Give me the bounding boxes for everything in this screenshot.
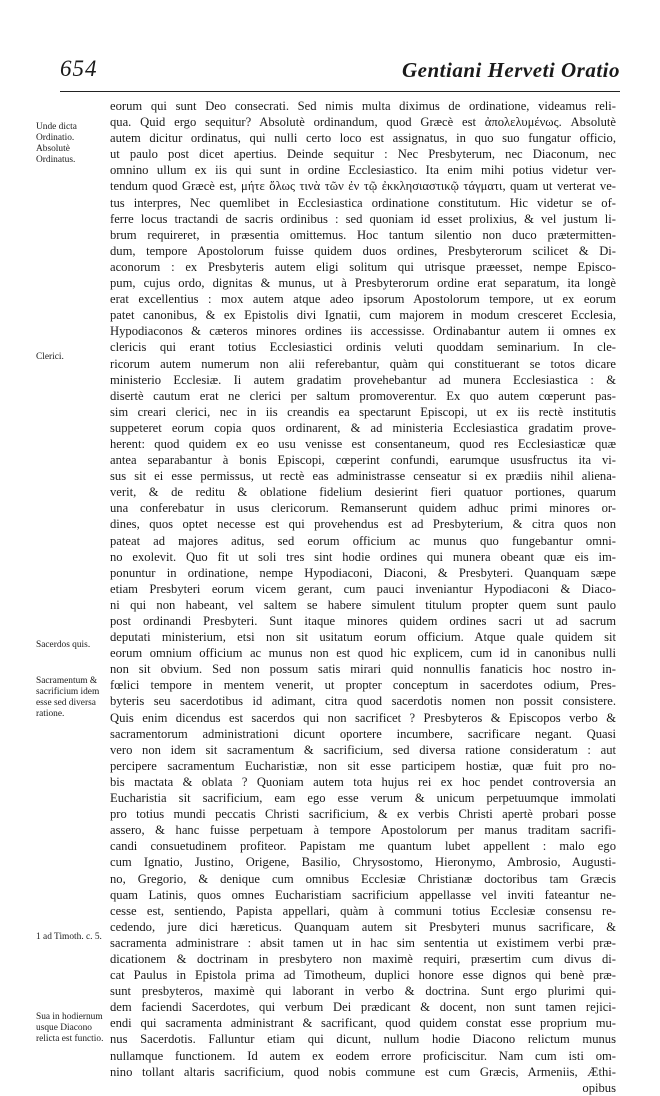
text-line: sus sit ei esse permissus, ut rectè eas administrasse censeatur si ex prædiis nihil aliena- <box>110 469 616 484</box>
running-title: Gentiani Herveti Oratio <box>402 58 620 82</box>
text-line: antea separabantur à bonis Episcopi, cœperint confundi, earumque ususfructus ita vi- <box>110 453 616 468</box>
text-line: tendum quod Græcè est, μήτε ὅλως τινὰ τῶν ἐν τῷ ἐκκλησιαστικῷ τάγματι, quam ut verterat ve- <box>110 179 616 194</box>
margin-note-diacono: Sua in hodiernum usque Diacono relicta est functio. <box>36 1012 104 1044</box>
page-header <box>60 56 620 86</box>
text-line: post ordinandi Presbyteri. Sunt itaque minores quidem ordines sacri ut ad sacrum <box>110 614 616 628</box>
text-line: nullamque functionem. Id autem ex eodem errore proficiscitur. Nam cum isti om- <box>110 1048 616 1063</box>
text-line: sunt presbyteros, maximè qui laborant in verbo & doctrina. Sunt ergo plurimi qui- <box>110 984 616 999</box>
text-line: cum Ignatio, Justino, Origene, Basilio, Chrysostomo, Hieronymo, Ambrosio, Augusti- <box>110 855 616 870</box>
margin-note-sacramentum: Sacramentum & sacrificium idem esse sed diversa ratione. <box>36 676 100 719</box>
text-line: ricorum autem numerum non alii referebantur, quàm qui constituerant se totos dicare <box>110 356 616 371</box>
text-line: ponuntur in ordinatione, nempe Hypodiaconi, Diaconi, & Presbyteri. Quanquam sæpe <box>110 565 616 580</box>
text-line: eorum qui sunt Deo consecrati. Sed nimis multa diximus de ordinatione, videamus reli- <box>110 99 616 113</box>
text-line: tus interpres, Nec quemlibet in Ecclesiastica ordinatione constitutum. Hic videtur se of- <box>110 195 616 210</box>
text-line: dum, tempore Apostolorum fuisse quidem duos ordines, Presbyterorum scilicet & Di- <box>110 243 616 258</box>
text-line: Quis enim dicendus est sacerdos qui non sacrificet ? Presbyteros & Episcopos verbo & <box>110 710 616 725</box>
text-line: cat Paulus in Epistola prima ad Timotheum, duplici honore esse dignos qui benè præ- <box>110 968 616 983</box>
text-line: Eucharistia sit sacrificium, eam ego esse verum & unicum perpetuumque immolati <box>110 791 616 806</box>
text-line: suppeteret eorum copia quos ordinarent, & ad ministeria Ecclesiastica gradatim prove- <box>110 420 616 435</box>
text-line: vero non idem sit sacramentum & sacrificium, sed diversa ratione consideratum : aut <box>110 742 616 757</box>
margin-note-ordinatio: Unde dicta Ordinatio. Absolutè Ordinatus. <box>36 122 77 165</box>
text-line: autem dicitur ordinatus, qui nulli certo loco est assignatus, in quo suo fungatur officio, <box>110 131 616 146</box>
text-line: sacramentorum administrationi dicunt oportere incumbere, sacrificare negant. Quasi <box>110 726 616 741</box>
text-line: endi qui sacramenta administrant & sacrificant, quod quidem constat esse proprium mu- <box>110 1016 616 1031</box>
margin-note-timoth: 1 ad Timoth. c. 5. <box>36 932 102 942</box>
text-line: no exolevit. Quo fit ut soli tres sint hodie ordines qui munera obeant quæ eis im- <box>110 549 616 564</box>
text-line: ut paulo post dicet apertius. Deinde sequitur : Nec Presbyterum, nec Diaconum, nec <box>110 147 616 162</box>
text-line: non sit obvium. Sed non possum satis mirari quid nonnullis fanaticis hoc nostro in- <box>110 662 616 677</box>
body-text <box>110 98 616 1096</box>
text-line: pro totius mundi peccatis Christi sacrificium, & ex verbis Christi apertè probari posse <box>110 807 616 822</box>
text-line: eorum omnium officium ac munus non est quod hic explicem, cum id in canonibus nulli <box>110 646 616 661</box>
text-line: cedendo, jure dici hæreticus. Quanquam autem sit Presbyteri munus sacrificare, & <box>110 919 616 934</box>
page-number: 654 <box>60 56 98 81</box>
text-line: byteris seu sacerdotibus id adimant, citra quod sacerdotis nomen non possit consistere. <box>110 694 616 709</box>
text-line: fœlici tempore in mentem venerit, ut propter conceptum in sacerdotes odium, Pres- <box>110 678 616 693</box>
text-line: quam Latinis, quos omnes Eucharistiam sacrificium appellasse vel inviti fateantur ne- <box>110 887 616 902</box>
text-line: patet canonibus, & ex Epistolis divi Ignatii, cum majorem in modum cresceret Ecclesia, <box>110 308 616 323</box>
text-line: assero, & hanc fuisse perpetuam à tempore Apostolorum per manus traditam sacrifi- <box>110 823 616 838</box>
text-line: deputati ministerium, etsi non sit usitatum eorum officium. Atque quale quidem sit <box>110 630 616 645</box>
text-line: disertè cautum erat ne clerici per saltum promoverentur. Ex quo autem cœperunt pas- <box>110 388 616 403</box>
text-line: opibus <box>582 1080 616 1095</box>
header-rule <box>60 91 620 92</box>
text-line: dem faciendi Sacerdotes, qui verbum Dei prædicant & docent, non sunt tamen rejici- <box>110 1000 616 1015</box>
text-line: clericis qui erant totius Ecclesiastici ordinis veluti quoddam seminarium. In cle- <box>110 340 616 355</box>
text-line: aconorum : ex Presbyteris autem eligi solitum qui utrisque præesset, nempe Episco- <box>110 259 616 274</box>
text-line: nino tollant altaris sacrificium, quod nobis commune est cum Græcis, Armeniis, Æthi- <box>110 1064 616 1079</box>
text-line: candi consuetudinem profiteor. Papistam me quantum lubet appellent : malo ego <box>110 839 616 854</box>
text-line: pum, cujus ordo, dignitas & munus, ut à Presbyterorum ordine erat separatum, ita longè <box>110 276 616 291</box>
text-line: una conferebatur in usus clericorum. Remanserunt quidem adhuc primi minores or- <box>110 501 616 516</box>
text-line: erat excellentius : mox autem atque adeo ipsorum Apostolorum tempore, ut ex eorum <box>110 292 616 307</box>
text-line: ferre locus tractandi de sacris ordinibus : sed quoniam id esset prolixius, & vel justum li- <box>110 211 616 226</box>
text-line: sacramenta administrare : absit tamen ut in hac sim sententia ut existimem verbi præ- <box>110 935 616 950</box>
margin-note-sacerdos: Sacerdos quis. <box>36 640 91 650</box>
text-line: bis mactata & oblata ? Quoniam autem tota hujus rei ex hoc pendet controversia an <box>110 774 616 789</box>
text-line: nus Sacerdotis. Falluntur etiam qui dicunt, nullum hodie Diacono relictum munus <box>110 1032 616 1047</box>
text-line: ministerio Ecclesiæ. Ii autem gradatim provehebantur ad munera Ecclesiastica : & <box>110 372 616 387</box>
text-line: omnino ullum ex iis qui sunt in ordine Ecclesiastico. Ita enim mihi potius videtur ver- <box>110 163 616 178</box>
text-line: pateat ad majores aditus, sed eorum officium ac munus quo fungebantur omni- <box>110 533 616 548</box>
text-line: sim creari clerici, nec in iis creandis ea spectarunt Episcopi, ut ex iis rectè institutis <box>110 404 616 419</box>
text-line: no, Gregorio, & denique cum omnibus Ecclesiæ Christianæ doctoribus tam Græcis <box>110 871 616 886</box>
text-line: cesse est, sentiendo, Papista appellari, quàm à communi totius Ecclesiæ consensu re- <box>110 903 616 918</box>
text-line: dicationem & doctrinam in presbytero non maximè requiri, præsertim cum divus di- <box>110 951 616 966</box>
text-line: verit, & de reditu & oblatione fidelium desierint fieri quatuor portiones, quarum <box>110 485 616 500</box>
text-line: qua. Quid ergo sequitur? Absolutè ordinandum, quod Græcè est ἀπολελυμένως. Absolutè <box>110 115 616 130</box>
text-line: dines, quos optet necesse est qui provehendus est ad Presbyterium, & citra quos non <box>110 517 616 532</box>
text-line: herent: quod quidem ex eo usu venisse est consentaneum, quod res Ecclesiasticæ quæ <box>110 436 616 451</box>
text-line: etiam Presbyteri eorum vicem gerant, cum pauci inveniantur Hypodiaconi & Diaco- <box>110 581 616 596</box>
margin-note-clerici: Clerici. <box>36 352 64 362</box>
text-line: Hypodiaconos & cæteros minores ordines iis accessisse. Ordinabantur autem ii omnes ex <box>110 324 616 339</box>
text-line: percipere sacramentum Eucharistiæ, non sit esse participem hostiæ, quæ fuit pro no- <box>110 758 616 773</box>
text-line: ni qui non habeant, vel saltem se habere simulent titulum propter quem sunt paulo <box>110 597 616 612</box>
text-line: brum requireret, in præsentia omittemus. Hoc tantum silentio non duco prætermitten- <box>110 227 616 242</box>
